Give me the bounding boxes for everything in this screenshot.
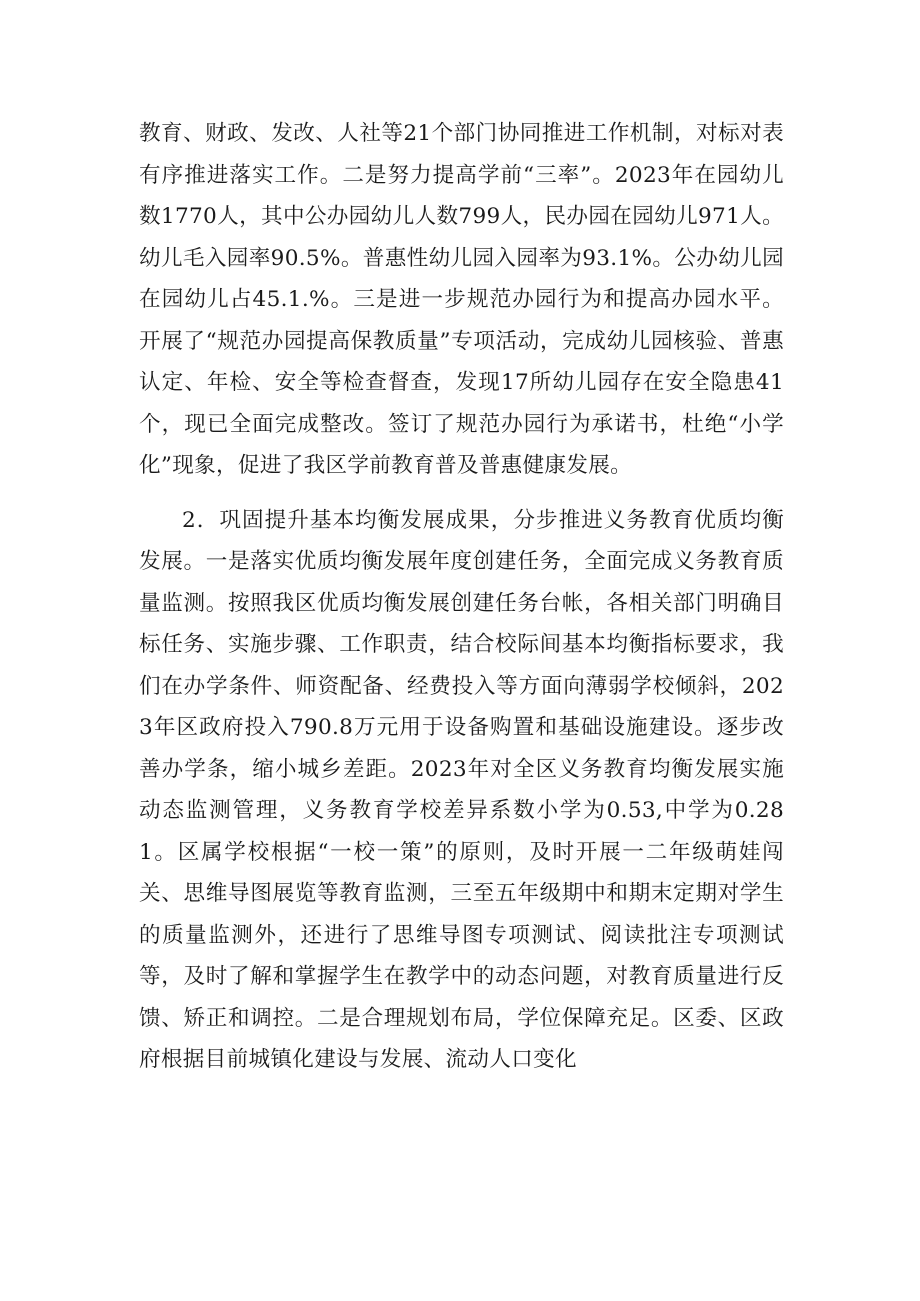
document-page [139, 113, 784, 1081]
paragraph-preschool: 教育、财政、发改、人社等21个部门协同推进工作机制，对标对表有序推进落实工作。二是努力提高学前“三率”。2023年在园幼儿数1770人，其中公办园幼儿人数799人，民办园在园幼儿971人。幼儿毛入园率90.5%。普惠性幼儿园入园率为93.1%。公办幼儿园在园幼儿占45.1.%。三是进一步规范办园行为和提高办园水平。开展了“规范办园提高保教质量”专项活动，完成幼儿园核验、普惠认定、年检、安全等检查督查，发现17所幼儿园存在安全隐患41个，现已全面完成整改。签订了规范办园行为承诺书，杜绝“小学化”现象，促进了我区学前教育普及普惠健康发展。 [139, 121, 784, 478]
paragraph-compulsory-education: 2．巩固提升基本均衡发展成果，分步推进义务教育优质均衡发展。一是落实优质均衡发展年度创建任务，全面完成义务教育质量监测。按照我区优质均衡发展创建任务台帐，各相关部门明确目标任务、实施步骤、工作职责，结合校际间基本均衡指标要求，我们在办学条件、师资配备、经费投入等方面向薄弱学校倾斜，2023年区政府投入790.8万元用于设备购置和基础设施建设。逐步改善办学条，缩小城乡差距。2023年对全区义务教育均衡发展实施动态监测管理，义务教育学校差异系数小学为0.53,中学为0.281。区属学校根据“一校一策”的原则，及时开展一二年级萌娃闯关、思维导图展览等教育监测，三至五年级期中和期末定期对学生的质量监测外，还进行了思维导图专项测试、阅读批注专项测试等，及时了解和掌握学生在教学中的动态问题，对教育质量进行反馈、矫正和调控。二是合理规划布局，学位保障充足。区委、区政府根据目前城镇化建设与发展、流动人口变化 [139, 507, 784, 1072]
